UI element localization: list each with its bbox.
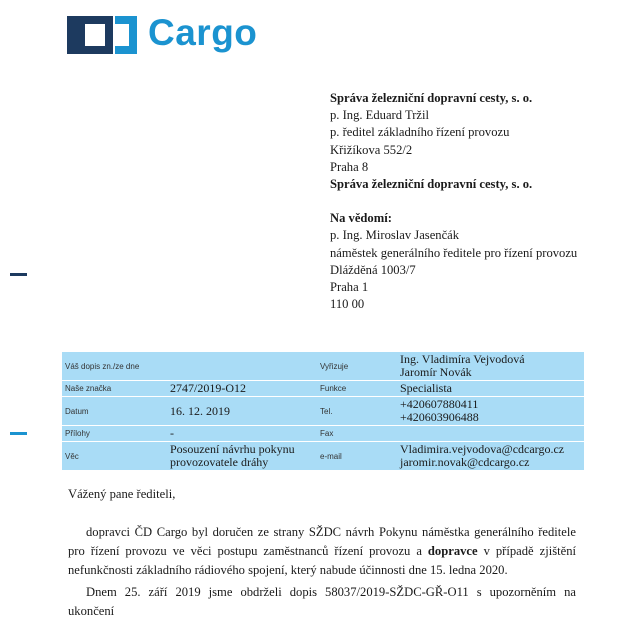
handler-name: Jaromír Novák: [400, 365, 472, 379]
value-fax: [397, 426, 584, 442]
address-line: Praha 8: [330, 159, 369, 174]
value-phone: [397, 397, 584, 426]
label-attachments: Přílohy: [62, 426, 167, 442]
cc-label: Na vědomí:: [330, 211, 392, 226]
logo-text: Cargo: [148, 12, 258, 53]
label-your-letter: Váš dopis zn./ze dne: [62, 352, 167, 381]
value-handled-by: [397, 352, 584, 381]
email-address[interactable]: Vladimira.vejvodova@cdcargo.cz: [400, 442, 565, 456]
address-line: Správa železniční dopravní cesty, s. o.: [330, 177, 533, 192]
cd-logo-icon: [67, 16, 137, 54]
table-row: [62, 397, 584, 426]
cc-line: Praha 1: [330, 280, 369, 295]
handler-name: Ing. Vladimíra Vejvodová: [400, 352, 525, 366]
cc-line: náměstek generálního ředitele pro řízení provozu: [330, 245, 578, 260]
paragraph-bold: dopravce: [427, 544, 478, 558]
table-row: [62, 426, 584, 442]
address-line: p. Ing. Eduard Tržil: [330, 108, 429, 123]
label-subject: Věc: [62, 442, 167, 471]
value-email[interactable]: [397, 442, 584, 471]
cc-line: Dlážděná 1003/7: [330, 262, 416, 277]
value-date: 16. 12. 2019: [167, 397, 317, 426]
address-line: p. ředitel základního řízení provozu: [330, 125, 510, 140]
label-handled-by: Vyřizuje: [317, 352, 397, 381]
label-function: Funkce: [317, 381, 397, 397]
value-subject: Posouzení návrhu pokynu provozovatele dráhy: [167, 442, 317, 471]
table-row: [62, 442, 584, 471]
value-your-letter: [167, 352, 317, 381]
table-row: [62, 381, 584, 397]
cc-line: p. Ing. Miroslav Jasenčák: [330, 228, 460, 243]
cc-line: 110 00: [330, 297, 365, 312]
paragraph: [68, 523, 576, 580]
table-row: [62, 352, 584, 381]
paragraph: Dnem 25. září 2019 jsme obdrželi dopis 58037/2019-SŽDC-GŘ-O11 s upozorněním na ukončení: [68, 585, 576, 618]
address-line: Křižíkova 552/2: [330, 142, 413, 157]
reference-table: [62, 352, 584, 471]
paragraph-text: dopravci ČD Cargo byl doručen ze strany SŽDC návrh Pokynu náměstka generálního ředitele pro řízení provozu ve věci postupu zaměstnanců řízení provozu a: [68, 525, 576, 558]
address-line: Správa železniční dopravní cesty, s. o.: [330, 91, 533, 105]
email-address[interactable]: jaromir.novak@cdcargo.cz: [400, 455, 530, 469]
label-our-ref: Naše značka: [62, 381, 167, 397]
value-attachments: -: [167, 426, 317, 442]
label-email: e-mail: [317, 442, 397, 471]
salutation: Vážený pane řediteli,: [68, 487, 176, 501]
phone-number: +420603906488: [400, 410, 479, 424]
punch-mark: [10, 432, 27, 435]
phone-number: +420607880411: [400, 397, 479, 411]
recipient-address: [330, 90, 577, 313]
paragraph-text: v případě zjištění nefunkčnosti základního rádiového spojení, který nabude účinnosti dne 15. ledna 2020.: [68, 544, 576, 577]
fold-mark: [10, 273, 27, 276]
label-phone: Tel.: [317, 397, 397, 426]
value-function: Specialista: [397, 381, 584, 397]
label-fax: Fax: [317, 426, 397, 442]
value-our-ref: 2747/2019-O12: [167, 381, 317, 397]
label-date: Datum: [62, 397, 167, 426]
